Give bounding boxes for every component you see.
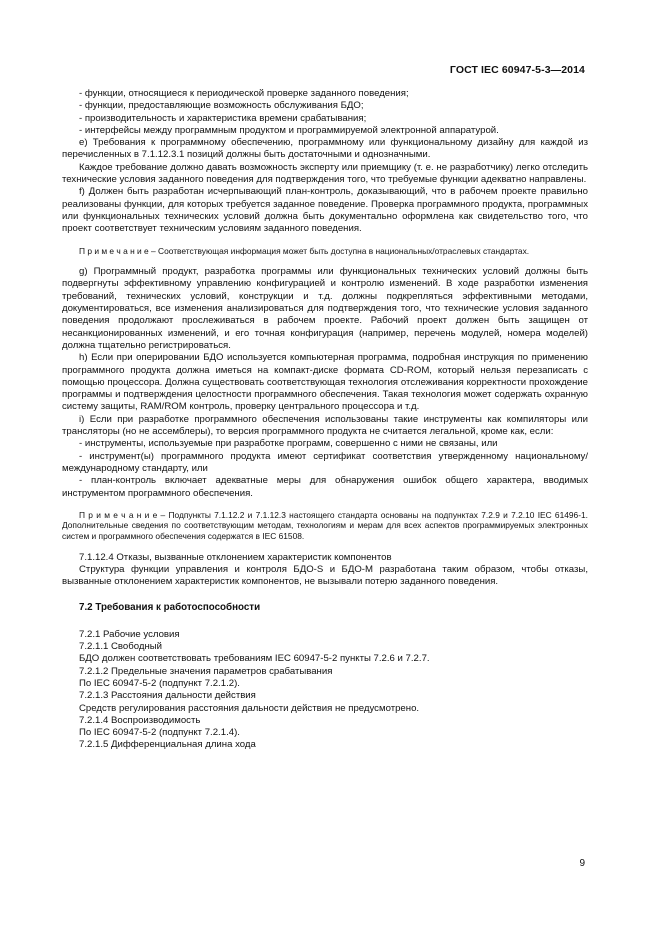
- paragraph-g: g) Программный продукт, разработка программы или функциональных технических условий должны быть подвергнуты эффективному управлению конфигурацией и контролю изменений. В ходе разработки изменения требований, технических условий, конструкции и т.д. должны подкрепляться эффективными методами, документироваться, все изменения анализироваться для подтверждения того, что технические условия заданного поведения продолжают прослеживаться в рабочем проекте. Рабочий проект должен быть защищен от несанкционированных изменений, и его точная конфигурация (например, перечень модулей, номера моделей) должна тщательно регистрироваться.: [62, 266, 588, 351]
- section-line: Средств регулирования расстояния дальности действия не предусмотрено.: [79, 702, 420, 714]
- section-heading-7-2: 7.2 Требования к работоспособности: [79, 602, 261, 614]
- section-line: По IEC 60947-5-2 (подпункт 7.2.1.4).: [79, 727, 240, 739]
- section-line: По IEC 60947-5-2 (подпункт 7.2.1.2).: [79, 677, 240, 689]
- section-line: 7.2.1 Рабочие условия: [79, 628, 180, 640]
- section-7-1-12-4: 7.1.12.4 Отказы, вызванные отклонением характеристик компонентов: [79, 551, 392, 563]
- paragraph-i: i) Если при разработке программного обеспечения использованы такие инструменты как компиляторы или трансляторы (но не ассемблеры), то версия программного продукта не считается легальной, кроме как, если:: [62, 413, 588, 438]
- list-item: - функции, относящиеся к периодической проверке заданного поведения;: [79, 88, 409, 99]
- section-line: 7.2.1.4 Воспроизводимость: [79, 714, 201, 726]
- list-item: - функции, предоставляющие возможность обслуживания БДО;: [79, 100, 364, 112]
- list-item: - интерфейсы между программным продуктом и программируемой электронной аппаратурой.: [79, 124, 499, 136]
- section-line: 7.2.1.5 Дифференциальная длина хода: [79, 739, 256, 751]
- document-body: [62, 88, 588, 752]
- note-1: [62, 246, 588, 257]
- list-item: - производительность и характеристика времени срабатывания;: [79, 112, 367, 124]
- paragraph-h: h) Если при оперировании БДО используется компьютерная программа, подробная инструкция по применению программного продукта должна иметься на компакт-диске формата CD-ROM, который нельзя перезаписать с помощью процессора. Должна существовать соответствующая технология отслеживания корректности прохождение программы и подтверждения целостности программного обеспечения. Такая технология может содержать охранную систему защиты, RAM/ROM контроль, проверку центрального процессора и т.д.: [62, 352, 588, 413]
- note-label: П р и м е ч а н и е: [79, 245, 149, 256]
- section-line: 7.2.1.3 Расстояния дальности действия: [79, 690, 256, 702]
- paragraph-each-requirement: Каждое требование должно давать возможность эксперту или приемщику (т. е. не разработчику) легко отследить технические условия заданного поведения для подтверждения того, что требуемые функции адекватно направлены.: [62, 161, 588, 186]
- paragraph-e: e) Требования к программному обеспечению, программному или функциональному дизайну для каждой из перечисленных в 7.1.12.3.1 позиций должны быть достаточными и однозначными.: [62, 137, 588, 161]
- note-text: – Подпункты 7.1.12.2 и 7.1.12.3 настоящего стандарта основаны на подпунктах 7.2.9 и 7.2.10 IEC 61496-1. Дополнительные сведения по соответствующим методам, технологиям и мерам для всех аспектов программируемых электронных систем и программного обеспечения содержатся в IEC 61508.: [62, 509, 588, 541]
- list-item: - план-контроль включает адекватные меры для обнаружения ошибок общего характера, вводимых инструментом программного обеспечения.: [62, 475, 588, 499]
- note-2: [62, 510, 588, 542]
- note-text: – Соответствующая информация может быть доступна в национальных/отраслевых стандартах.: [148, 245, 530, 256]
- paragraph-f: f) Должен быть разработан исчерпывающий план-контроль, доказывающий, что в рабочем проекте правильно реализованы функции, для которых требуется заданное поведение. Проверка программного продукта, программных или функциональных технических условий должна быть документально оформлена как свидетельство того, что проект соответствует техническим условиям заданного поведения.: [62, 186, 588, 235]
- section-line: 7.2.1.2 Предельные значения параметров срабатывания: [79, 665, 333, 677]
- note-label: П р и м е ч а н и е: [79, 509, 158, 520]
- paragraph-structure: Структура функции управления и контроля БДО-S и БДО-M разработана таким образом, чтобы отказы, вызванные отклонением характеристик компонентов, не вызывали потерю заданного поведения.: [62, 563, 588, 588]
- section-line: БДО должен соответствовать требованиям IEC 60947-5-2 пункты 7.2.6 и 7.2.7.: [79, 653, 430, 665]
- document-header: ГОСТ IEC 60947-5-3—2014: [449, 64, 585, 76]
- list-item: - инструмент(ы) программного продукта имеют сертификат соответствия утвержденному национальному/международному стандарту, или: [62, 450, 588, 474]
- list-item: - инструменты, используемые при разработке программ, совершенно с ними не связаны, или: [79, 438, 498, 450]
- section-line: 7.2.1.1 Свободный: [79, 641, 163, 653]
- page-number: 9: [579, 858, 585, 869]
